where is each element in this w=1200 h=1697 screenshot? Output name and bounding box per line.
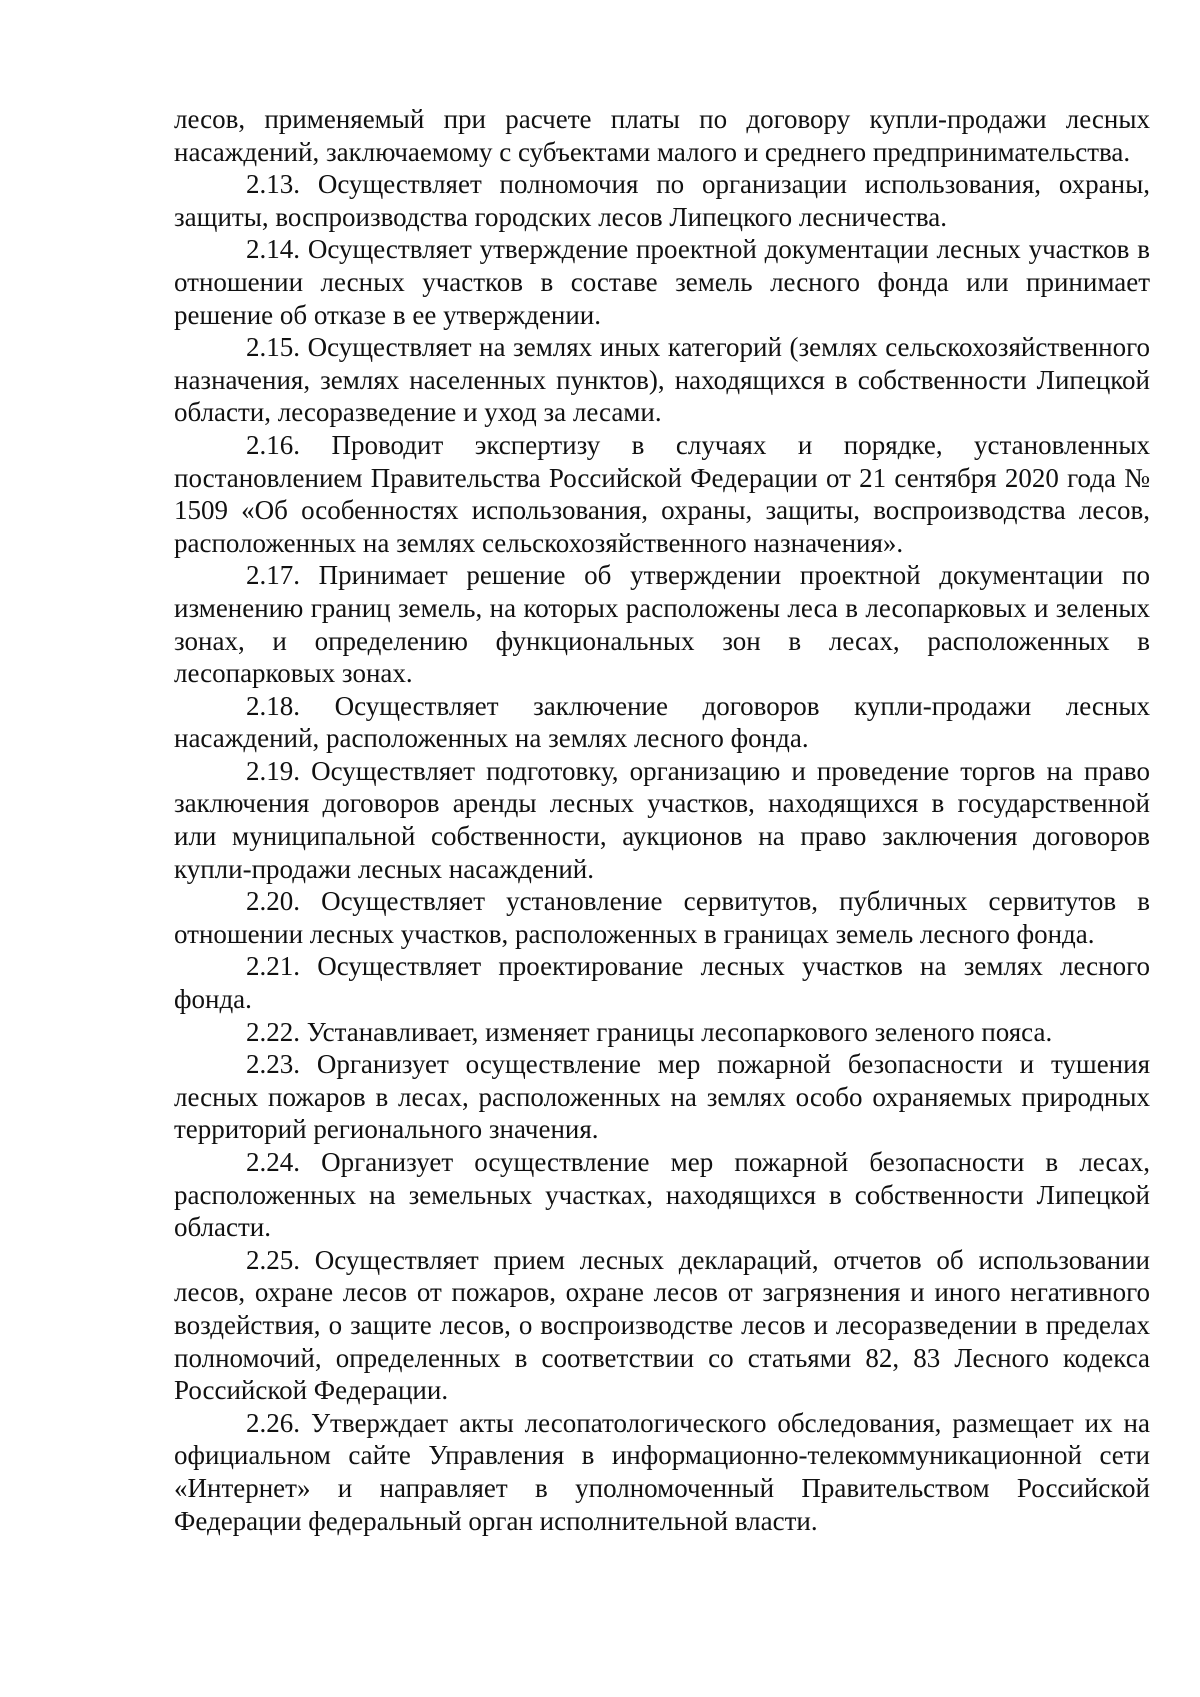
paragraph-2-19: 2.19. Осуществляет подготовку, организацию и проведение торгов на право заключения договоров аренды лесных участков, находящихся в государственной или муниципальной собственности, аукционов на право заключения договоров купли-продажи лесных насаждений. [174,755,1150,884]
paragraph-2-20: 2.20. Осуществляет установление сервитутов, публичных сервитутов в отношении лесных участков, расположенных в границах земель лесного фонда. [174,886,1150,949]
paragraph-2-16: 2.16. Проводит экспертизу в случаях и порядке, установленных постановлением Правительства Российской Федерации от 21 сентября 2020 года № 1509 «Об особенностях использования, охраны, защиты, воспроизводства лесов, расположенных на землях сельскохозяйственного назначения». [174,429,1150,558]
paragraph-2-18: 2.18. Осуществляет заключение договоров купли-продажи лесных насаждений, расположенных на землях лесного фонда. [174,690,1150,754]
paragraph-2-26: 2.26. Утверждает акты лесопатологического обследования, размещает их на официальном сайте Управления в информационно-телекоммуникационной сети «Интернет» и направляет в уполномоченный Правительством Российской Федерации федеральный орган исполнительной власти. [174,1407,1150,1536]
paragraph-2-21: 2.21. Осуществляет проектирование лесных участков на землях лесного фонда. [174,951,1150,1015]
paragraph-2-14: 2.14. Осуществляет утверждение проектной документации лесных участков в отношении лесных участков в составе земель лесного фонда или принимает решение об отказе в ее утверждении. [174,234,1150,330]
paragraph-2-13: 2.13. Осуществляет полномочия по организации использования, охраны, защиты, воспроизводства городских лесов Липецкого лесничества. [174,169,1150,232]
paragraph-2-15: 2.15. Осуществляет на землях иных категорий (землях сельскохозяйственного назначения, землях населенных пунктов), находящихся в собственности Липецкой области, лесоразведение и уход за лесами. [174,332,1150,428]
paragraph-2-17: 2.17. Принимает решение об утверждении проектной документации по изменению границ земель, на которых расположены леса в лесопарковых и зеленых зонах, и определению функциональных зон в лесах, расположенных в лесопарковых зонах. [174,560,1150,689]
paragraph-continued: лесов, применяемый при расчете платы по договору купли-продажи лесных насаждений, заключаемому с субъектами малого и среднего предпринимательства. [174,104,1150,167]
paragraph-2-23: 2.23. Организует осуществление мер пожарной безопасности и тушения лесных пожаров в лесах, расположенных на землях особо охраняемых природных территорий регионального значения. [174,1049,1150,1145]
paragraph-2-24: 2.24. Организует осуществление мер пожарной безопасности в лесах, расположенных на земельных участках, находящихся в собственности Липецкой области. [174,1147,1150,1243]
paragraph-2-22: 2.22. Устанавливает, изменяет границы лесопаркового зеленого пояса. [246,1016,1053,1047]
paragraph-2-25: 2.25. Осуществляет прием лесных деклараций, отчетов об использовании лесов, охране лесов от пожаров, охране лесов от загрязнения и иного негативного воздействия, о защите лесов, о воспроизводстве лесов и лесоразведении в пределах полномочий, определенных в соответствии со статьями 82, 83 Лесного кодекса Российской Федерации. [174,1244,1150,1406]
document-page [174,103,1150,1537]
